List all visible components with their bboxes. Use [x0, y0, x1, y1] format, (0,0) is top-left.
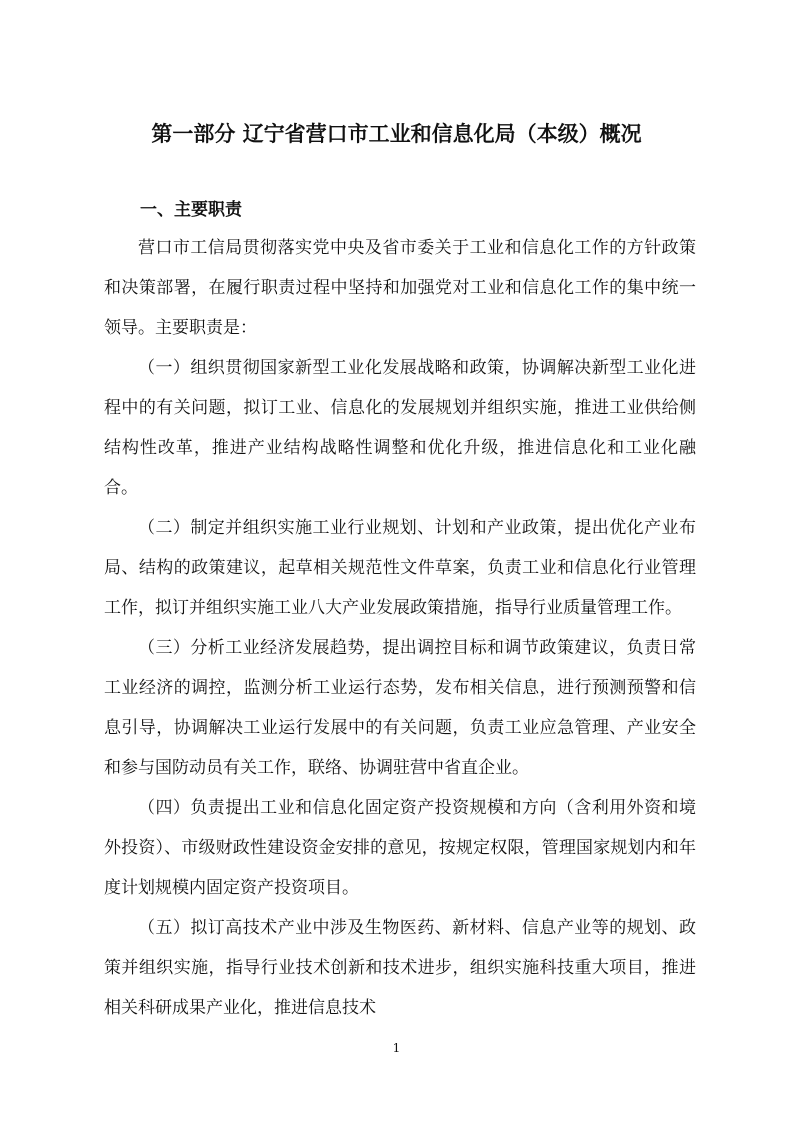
duty-paragraph-4: （四）负责提出工业和信息化固定资产投资规模和方向（含利用外资和境外投资）、市级财政性建设资金安排的意见，按规定权限，管理国家规划内和年度计划规模内固定资产投资项目。 — [104, 798, 696, 898]
body-text — [104, 228, 696, 1028]
page-title: 第一部分 辽宁省营口市工业和信息化局（本级）概况 — [151, 122, 642, 146]
duty-paragraph-3: （三）分析工业经济发展趋势，提出调控目标和调节政策建议，负责日常工业经济的调控，监测分析工业运行态势，发布相关信息，进行预测预警和信息引导，协调解决工业运行发展中的有关问题，负责工业应急管理、产业安全和参与国防动员有关工作，联络、协调驻营中省直企业。 — [104, 638, 696, 778]
duty-paragraph-5: （五）拟订高技术产业中涉及生物医药、新材料、信息产业等的规划、政策并组织实施，指导行业技术创新和技术进步，组织实施科技重大项目，推进相关科研成果产业化，推进信息技术 — [104, 918, 696, 1018]
intro-paragraph: 营口市工信局贯彻落实党中央及省市委关于工业和信息化工作的方针政策和决策部署，在履行职责过程中坚持和加强党对工业和信息化工作的集中统一领导。主要职责是： — [104, 238, 696, 338]
duty-paragraph-1: （一）组织贯彻国家新型工业化发展战略和政策，协调解决新型工业化进程中的有关问题，拟订工业、信息化的发展规划并组织实施，推进工业供给侧结构性改革，推进产业结构战略性调整和优化升级，推进信息化和工业化融合。 — [104, 358, 696, 498]
duty-paragraph-2: （二）制定并组织实施工业行业规划、计划和产业政策，提出优化产业布局、结构的政策建议，起草相关规范性文件草案，负责工业和信息化行业管理工作，拟订并组织实施工业八大产业发展政策措施，指导行业质量管理工作。 — [104, 518, 696, 618]
page-number: 1 — [392, 1041, 401, 1055]
section-heading: 一、主要职责 — [140, 200, 242, 220]
